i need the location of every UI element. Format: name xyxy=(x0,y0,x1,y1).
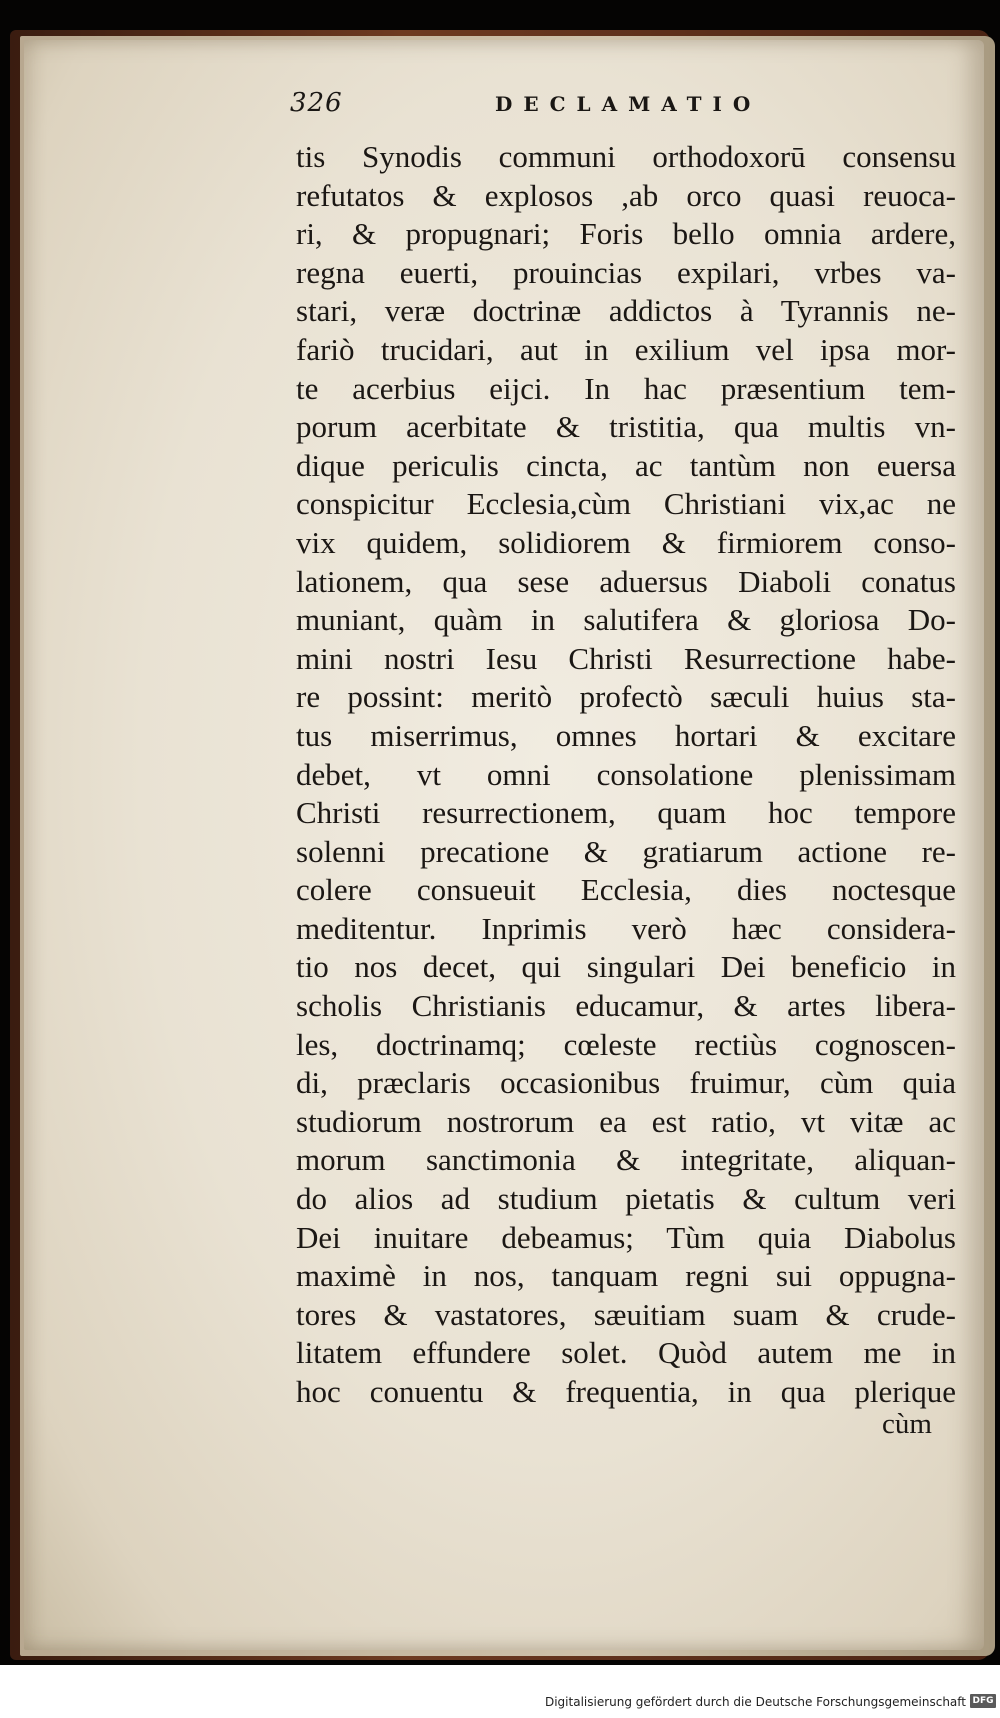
text-line: conspicitur Ecclesia,cùm Christiani vix,ac ne xyxy=(296,486,956,522)
text-line: colere consueuit Ecclesia, dies noctesque xyxy=(296,872,956,908)
text-line: scholis Christianis educamur, & artes libera- xyxy=(296,988,956,1024)
text-line: litatem effundere solet. Quòd autem me in xyxy=(296,1335,956,1371)
text-line: tis Synodis communi orthodoxorū consensu xyxy=(296,139,956,174)
text-line: di, præclaris occasionibus fruimur, cùm quia xyxy=(296,1065,956,1101)
text-line: refutatos & explosos ,ab orco quasi reuoca- xyxy=(296,177,956,213)
dfg-logo-icon: DFG xyxy=(970,1694,996,1708)
text-line: tus miserrimus, omnes hortari & excitare xyxy=(296,717,956,753)
text-line: morum sanctimonia & integritate, aliquan- xyxy=(296,1142,956,1178)
body-text xyxy=(296,138,956,1412)
text-line: solenni precatione & gratiarum actione re- xyxy=(296,833,956,869)
page-number: 326 xyxy=(290,88,343,118)
text-line: regna euerti, prouincias expilari, vrbes va- xyxy=(296,254,956,290)
text-line: lationem, qua sese aduersus Diaboli conatus xyxy=(296,563,956,599)
text-line: vix quidem, solidiorem & firmiorem conso- xyxy=(296,524,956,560)
text-line: stari, veræ doctrinæ addictos à Tyrannis ne- xyxy=(296,293,956,329)
text-line: te acerbius eijci. In hac præsentium tem- xyxy=(296,370,956,406)
text-line: ri, & propugnari; Foris bello omnia ardere, xyxy=(296,216,956,252)
text-line: les, doctrinamq; cœleste rectiùs cognoscen- xyxy=(296,1026,956,1062)
text-line: porum acerbitate & tristitia, qua multis vn- xyxy=(296,409,956,445)
text-line: muniant, quàm in salutifera & gloriosa Do- xyxy=(296,602,956,638)
catchword: cùm xyxy=(882,1408,932,1440)
running-title: DECLAMATIO xyxy=(495,92,762,116)
text-line: maximè in nos, tanquam regni sui oppugna- xyxy=(296,1258,956,1294)
text-line: Christi resurrectionem, quam hoc tempore xyxy=(296,795,956,831)
text-line: dique periculis cincta, ac tantùm non euersa xyxy=(296,447,956,483)
running-head xyxy=(290,88,960,128)
text-line: Dei inuitare debeamus; Tùm quia Diabolus xyxy=(296,1219,956,1255)
text-line: debet, vt omni consolatione plenissimam xyxy=(296,756,956,792)
text-line: do alios ad studium pietatis & cultum veri xyxy=(296,1181,956,1217)
text-line: meditentur. Inprimis verò hæc considera- xyxy=(296,910,956,946)
text-line: studiorum nostrorum ea est ratio, vt vitæ ac xyxy=(296,1103,956,1139)
text-line: tio nos decet, qui singulari Dei beneficio in xyxy=(296,949,956,985)
text-line: hoc conuentu & frequentia, in qua plerique xyxy=(296,1374,956,1409)
text-line: re possint: meritò profectò sæculi huius sta- xyxy=(296,679,956,715)
footer-bar xyxy=(0,1665,1000,1718)
text-line: mini nostri Iesu Christi Resurrectione habe- xyxy=(296,640,956,676)
text-line: tores & vastatores, sæuitiam suam & crude- xyxy=(296,1296,956,1332)
text-line: fariò trucidari, aut in exilium vel ipsa mor- xyxy=(296,331,956,367)
funding-credit: Digitalisierung gefördert durch die Deutsche Forschungsgemeinschaft xyxy=(544,1695,966,1709)
